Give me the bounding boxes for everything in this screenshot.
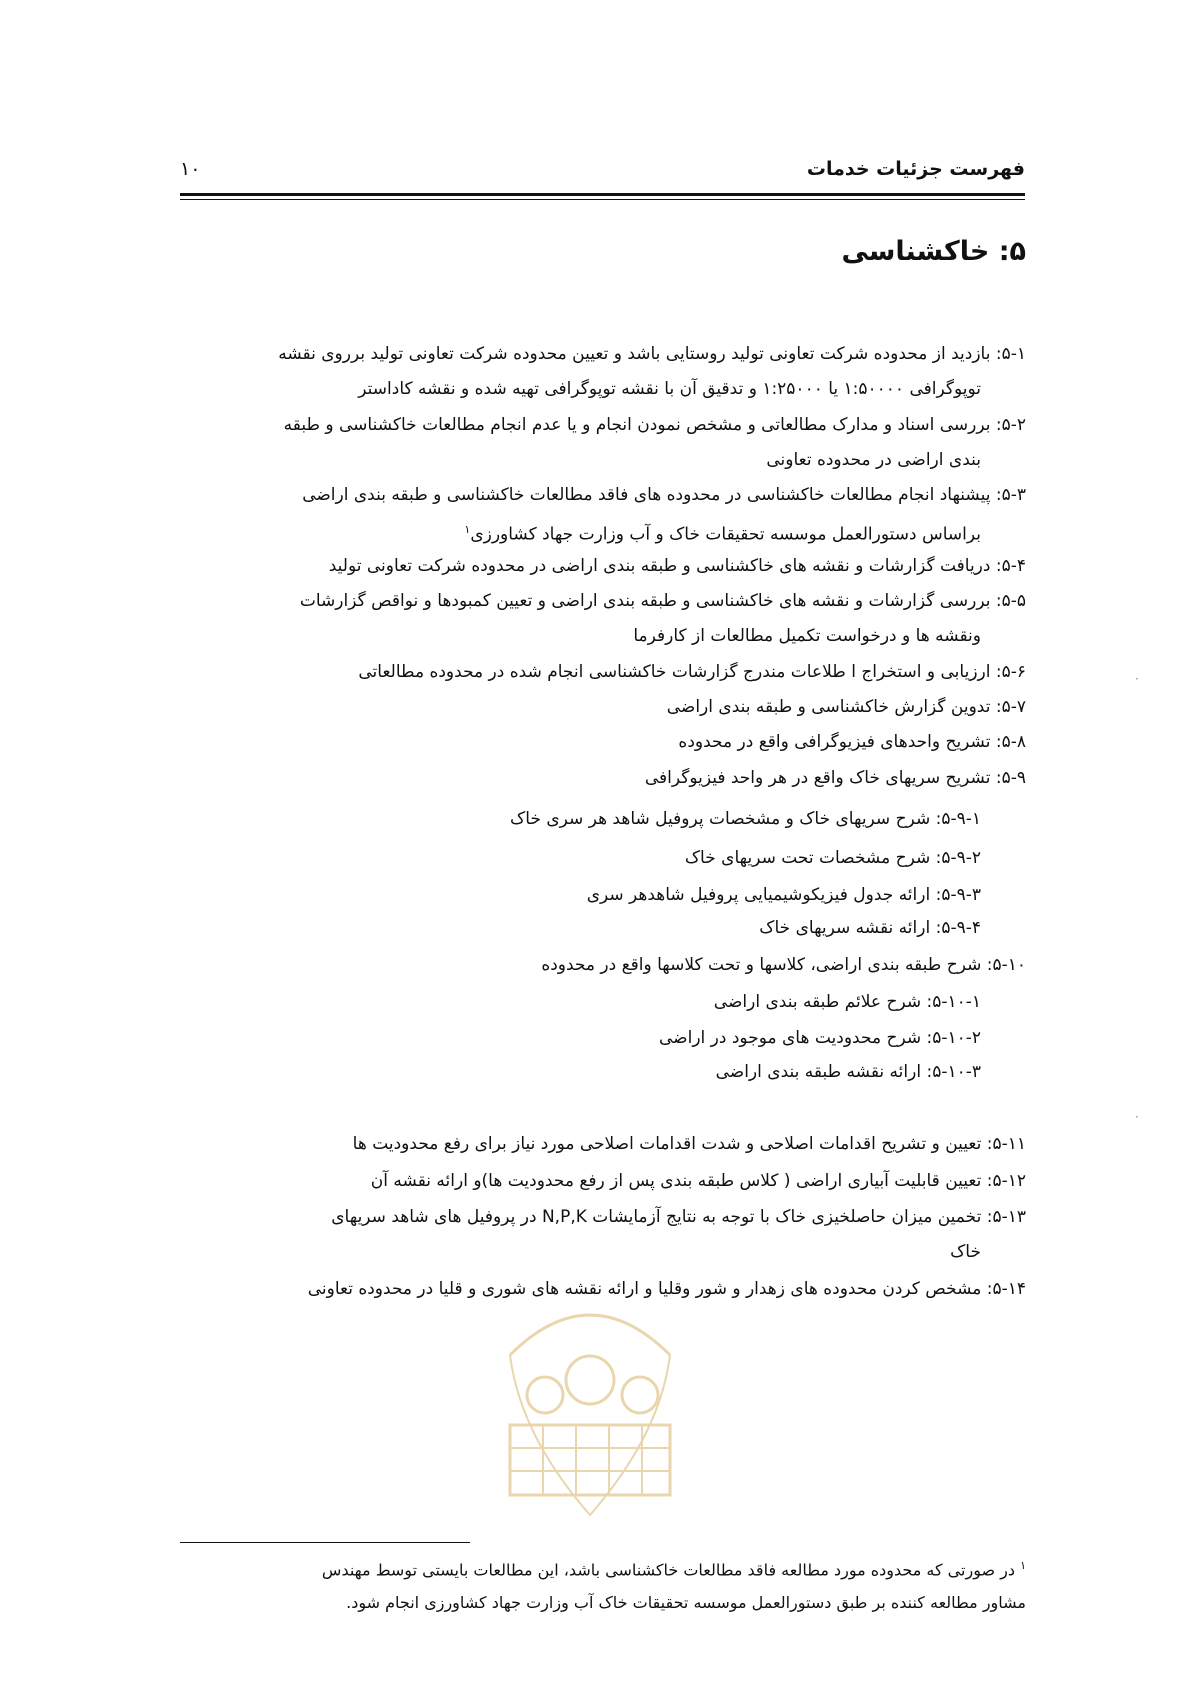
- item-5-6: ۵-۶: ارزیابی و استخراج ا طلاعات مندرج گزارشات خاکشناسی انجام شده در محدوده مطالعاتی: [358, 662, 1026, 682]
- header-title: فهرست جزئیات خدمات: [806, 158, 1025, 180]
- item-5-13-line-2: خاک: [950, 1242, 981, 1262]
- item-5-5-line-2: ونقشه ها و درخواست تکمیل مطالعات از کارفرما: [633, 626, 981, 646]
- item-5-10: ۵-۱۰: شرح طبقه بندی اراضی، کلاسها و تحت کلاسها واقع در محدوده: [541, 955, 1026, 975]
- page-number: ۱۰: [180, 158, 201, 180]
- item-5-3-line-2-text: براساس دستورالعمل موسسه تحقیقات خاک و آب وزارت جهاد کشاورزی: [470, 524, 981, 545]
- item-5-3-line-1: ۵-۳: پیشنهاد انجام مطالعات خاکشناسی در محدوده های فاقد مطالعات خاکشناسی و طبقه بندی اراضی: [302, 485, 1026, 505]
- page-header: [180, 158, 1025, 188]
- item-5-10-3: ۵-۱۰-۳: ارائه نقشه طبقه بندی اراضی: [715, 1062, 981, 1082]
- item-5-14: ۵-۱۴: مشخص کردن محدوده های زهدار و شور وقلیا و ارائه نقشه های شوری و قلیا در محدوده تعاونی: [307, 1279, 1026, 1299]
- footnote-line-1: [322, 1555, 1026, 1581]
- item-5-8: ۵-۸: تشریح واحدهای فیزیوگرافی واقع در محدوده: [678, 732, 1026, 752]
- item-5-9-4: ۵-۹-۴: ارائه نقشه سریهای خاک: [759, 918, 981, 938]
- scan-speck: ·: [1135, 672, 1139, 686]
- item-5-12: ۵-۱۲: تعیین قابلیت آبیاری اراضی ( کلاس طبقه بندی پس از رفع محدودیت ها)و ارائه نقشه آن: [370, 1171, 1026, 1191]
- item-5-10-2: ۵-۱۰-۲: شرح محدودیت های موجود در اراضی: [659, 1028, 981, 1048]
- item-5-11: ۵-۱۱: تعیین و تشریح اقدامات اصلاحی و شدت اقدامات اصلاحی مورد نیاز برای رفع محدودیت ها: [352, 1134, 1026, 1154]
- item-5-9: ۵-۹: تشریح سریهای خاک واقع در هر واحد فیزیوگرافی: [644, 768, 1026, 788]
- item-5-7: ۵-۷: تدوین گزارش خاکشناسی و طبقه بندی اراضی: [666, 697, 1026, 717]
- footnote-line-1-text: در صورتی که محدوده مورد مطالعه فاقد مطالعات خاکشناسی باشد، این مطالعات بایستی توسط مهندس: [321, 1560, 1015, 1580]
- footnote-line-2: مشاور مطالعه کننده بر طبق دستورالعمل موسسه تحقیقات خاک آب وزارت جهاد کشاورزی انجام شود.: [346, 1593, 1026, 1612]
- item-5-5-line-1: ۵-۵: بررسی گزارشات و نقشه های خاکشناسی و طبقه بندی اراضی و تعیین کمبودها و نواقص گزارشات: [299, 591, 1026, 611]
- item-5-1-line-1: ۵-۱: بازدید از محدوده شرکت تعاونی تولید روستایی باشد و تعیین محدوده شرکت تعاونی تولید برروی نقشه: [278, 344, 1026, 364]
- scan-speck: ·: [1135, 1110, 1139, 1124]
- organization-stamp-logo: [490, 1285, 690, 1525]
- footnote-marker: ۱: [1020, 1559, 1026, 1572]
- item-5-9-1: ۵-۹-۱: شرح سریهای خاک و مشخصات پروفیل شاهد هر سری خاک: [510, 809, 981, 829]
- item-5-1-line-2: توپوگرافی ۱:۵۰۰۰۰ یا ۱:۲۵۰۰۰ و تدقیق آن با نقشه توپوگرافی تهیه شده و نقشه کاداستر: [358, 379, 981, 399]
- item-5-4: ۵-۴: دریافت گزارشات و نقشه های خاکشناسی و طبقه بندی اراضی در محدوده شرکت تعاونی تولید: [328, 556, 1026, 576]
- item-5-10-1: ۵-۱۰-۱: شرح علائم طبقه بندی اراضی: [713, 992, 981, 1012]
- item-5-2-line-1: ۵-۲: بررسی اسناد و مدارک مطالعاتی و مشخص نمودن انجام و یا عدم انجام مطالعات خاکشناسی و طبقه: [283, 415, 1026, 435]
- item-5-9-3: ۵-۹-۳: ارائه جدول فیزیکوشیمیایی پروفیل شاهدهر سری: [586, 885, 981, 905]
- section-title: ۵: خاکشناسی: [841, 236, 1026, 267]
- footnote-ref: ۱: [464, 523, 471, 536]
- item-5-9-2: ۵-۹-۲: شرح مشخصات تحت سریهای خاک: [684, 848, 981, 868]
- footnote-rule: [180, 1542, 470, 1543]
- header-rule-thick: [180, 193, 1025, 196]
- item-5-2-line-2: بندی اراضی در محدوده تعاونی: [766, 450, 981, 470]
- item-5-3-line-2: [464, 519, 981, 546]
- header-rule-thin: [180, 199, 1025, 200]
- item-5-13-line-1: ۵-۱۳: تخمین میزان حاصلخیزی خاک با توجه به نتایج آزمایشات N,P,K در پروفیل های شاهد سریهای: [331, 1207, 1026, 1227]
